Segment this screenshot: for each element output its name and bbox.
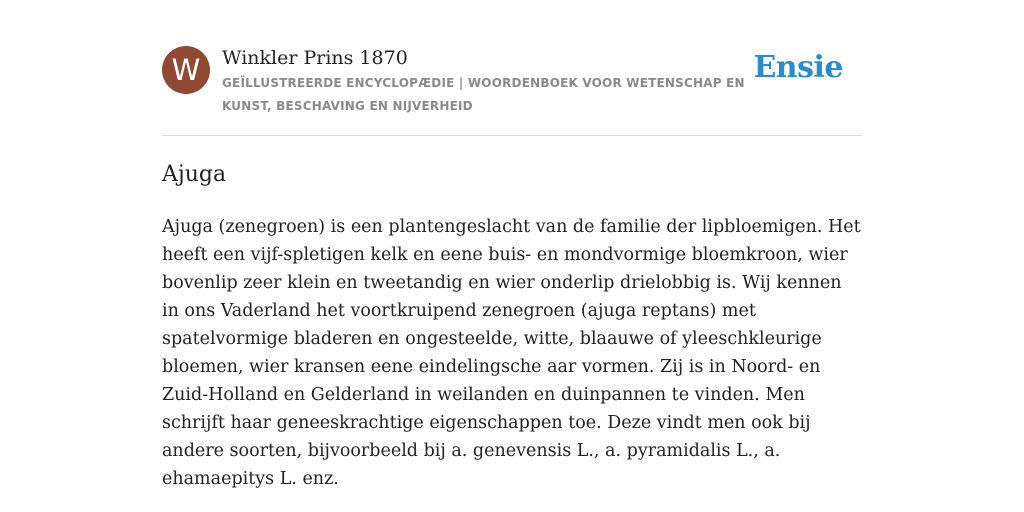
- article-title: Ajuga: [162, 162, 227, 187]
- source-info: [222, 46, 762, 118]
- source-header: [162, 46, 862, 136]
- source-title[interactable]: Winkler Prins 1870: [222, 47, 408, 69]
- entry-card: [162, 46, 862, 493]
- article-body: Ajuga (zenegroen) is een plantengeslacht van de familie der lipbloemigen. Het heeft een vijf-spletigen kelk en eene buis- en mondvormige bloemkroon, wier bovenlip zeer klein en tweetandig en wier onderlip drielobbig is. Wij kennen in ons Vaderland het voortkruipend zenegroen (ajuga reptans) met spatelvormige bladeren en ongesteelde, witte, blaauwe of yleeschkleurige bloemen, wier kransen eene eindelingsche aar vormen. Zij is in Noord- en Zuid-Holland en Gelderland in weilanden en duinpannen te vinden. Men schrijft haar geneeskrachtige eigenschappen toe. Deze vindt men ook bij andere soorten, bijvoorbeeld bij a. genevensis L., a. pyramidalis L., a. ehamaepitys L. enz.: [162, 217, 861, 489]
- ensie-logo[interactable]: Ensie: [753, 50, 843, 85]
- source-subtitle: GEÏLLUSTREERDE ENCYCLOPÆDIE | WOORDENBOEK VOOR WETENSCHAP EN KUNST, BESCHAVING EN NIJVERHEID: [222, 76, 745, 113]
- source-avatar[interactable]: W: [162, 46, 210, 94]
